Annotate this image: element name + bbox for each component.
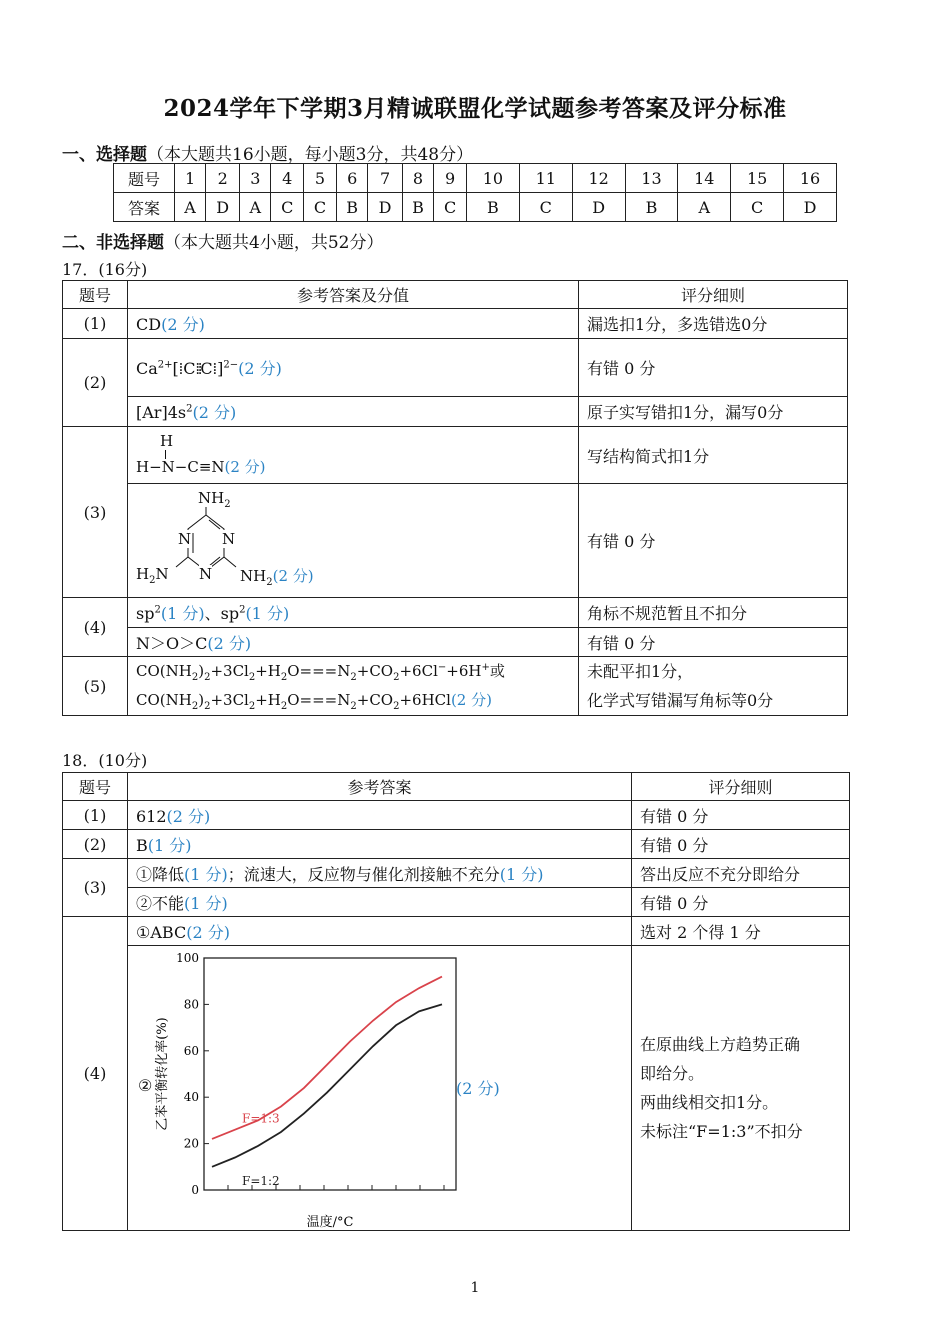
ring-n-left: N bbox=[178, 529, 192, 548]
ca-charge: 2+ bbox=[157, 359, 173, 371]
q18-r4a-ans: ①ABC(2 分) bbox=[128, 917, 632, 946]
points: (2 分) bbox=[161, 315, 205, 334]
q18-r3b-ans: ②不能(1 分) bbox=[128, 888, 632, 917]
mc-number-cell: 14 bbox=[678, 164, 731, 193]
q17-head-num: 题号 bbox=[63, 281, 128, 309]
cyanamide-structure bbox=[136, 430, 276, 476]
answer-text: [Ar]4s bbox=[136, 403, 187, 422]
mc-number-cell: 15 bbox=[731, 164, 784, 193]
part1-note: （本大题共16小题，每小题3分，共48分） bbox=[147, 145, 474, 165]
mc-answer-cell: D bbox=[206, 193, 240, 222]
q17-table bbox=[62, 280, 848, 716]
q17-r2a-ans bbox=[128, 339, 579, 397]
mc-answer-table bbox=[113, 163, 837, 222]
q17-head-rule: 评分细则 bbox=[579, 281, 848, 309]
mc-answer-cell: B bbox=[625, 193, 678, 222]
answer-text: B bbox=[136, 835, 148, 855]
mc-row1-label: 题号 bbox=[114, 164, 175, 193]
mc-number-cell: 11 bbox=[519, 164, 572, 193]
q17-heading: 17．(16分) bbox=[62, 260, 148, 279]
lone-pair-dots-icon: ⁞ bbox=[212, 359, 218, 378]
points: (1 分) bbox=[184, 864, 228, 884]
q17-r4a-ans: $sp^2(1$ 分)、$sp^2(1$ 分) bbox=[128, 598, 579, 628]
q18-heading: 18．(10分) bbox=[62, 751, 148, 770]
series-label-1: F=1:2 bbox=[242, 1173, 280, 1188]
points: (1 分) bbox=[147, 835, 192, 855]
mc-number-row bbox=[114, 164, 837, 193]
part2-label: 二、非选择题 bbox=[62, 233, 164, 253]
q17-r4b-ans bbox=[128, 628, 579, 657]
answer-text: N＞O＞C bbox=[136, 633, 208, 653]
q18-head-num: 题号 bbox=[63, 773, 128, 801]
mc-answer-cell: B bbox=[467, 193, 520, 222]
q18-head-rule: 评分细则 bbox=[632, 773, 850, 801]
top-nh2: $NH_2$ bbox=[198, 488, 231, 510]
mc-number-cell: 1 bbox=[175, 164, 206, 193]
y-tick-label: 60 bbox=[183, 1043, 199, 1058]
plot-frame bbox=[204, 958, 456, 1190]
part1-label: 一、选择题 bbox=[62, 145, 147, 165]
mc-number-cell: 13 bbox=[625, 164, 678, 193]
series-label-0: F=1:3 bbox=[242, 1111, 280, 1126]
mc-answer-cell: C bbox=[304, 193, 337, 222]
series-line-1 bbox=[212, 1004, 442, 1166]
answer-text: CD bbox=[136, 315, 162, 334]
q18-r4-num: (4) bbox=[63, 917, 128, 1231]
q17-r3a-ans bbox=[128, 427, 579, 484]
y-tick-label: 40 bbox=[183, 1090, 199, 1105]
mc-answer-row bbox=[114, 193, 837, 222]
c1-text: C bbox=[183, 359, 196, 378]
part2-heading bbox=[62, 228, 383, 253]
q17-r3a-rule: 写结构简式扣1分 bbox=[579, 427, 848, 484]
q17-r3b-rule: 有错 0 分 bbox=[579, 484, 848, 598]
bracket-right: ] bbox=[217, 359, 224, 378]
mc-number-cell: 3 bbox=[240, 164, 271, 193]
x-axis-label: 温度/°C bbox=[306, 1215, 354, 1230]
q18-head-ans: 参考答案 bbox=[128, 773, 632, 801]
q17-head-ans: 参考答案及分值 bbox=[128, 281, 579, 309]
points: (1 分) bbox=[499, 864, 544, 884]
mc-number-cell: 7 bbox=[368, 164, 402, 193]
q17-r5-rule: 未配平扣1分， 化学式写错漏写角标等0分 bbox=[579, 657, 848, 716]
q18-r1-ans bbox=[128, 801, 632, 830]
mc-answer-cell: C bbox=[731, 193, 784, 222]
q18-r2-num: (2) bbox=[63, 830, 128, 859]
q17-r1-rule: 漏选扣1分，多选错选0分 bbox=[579, 309, 848, 339]
q18-r1-rule: 有错 0 分 bbox=[632, 801, 850, 830]
y-tick-label: 100 bbox=[176, 951, 199, 965]
mc-number-cell: 6 bbox=[336, 164, 368, 193]
circle-number-2: ② bbox=[138, 1076, 153, 1095]
equation-line-2: $CO(NH_2)_2+3Cl_2+H_2O===N_2+CO_2+6HCl(2$ 分) bbox=[136, 691, 492, 712]
q18-r4a-rule: 选对 2 个得 1 分 bbox=[632, 917, 850, 946]
mc-number-cell: 10 bbox=[467, 164, 520, 193]
lone-pair-dots-icon: ⁞ bbox=[178, 359, 184, 378]
q18-r3a-rule: 答出反应不充分即给分 bbox=[632, 859, 850, 888]
page-number: 1 bbox=[470, 1280, 480, 1296]
right-nh2: $NH_2(2$ 分) bbox=[240, 566, 314, 588]
part2-note: （本大题共4小题，共52分） bbox=[164, 233, 384, 253]
mc-number-cell: 8 bbox=[402, 164, 434, 193]
points: (1 分) bbox=[160, 604, 205, 623]
amine-bond bbox=[224, 557, 236, 567]
q18-table bbox=[62, 772, 850, 1231]
q17-r4-num: (4) bbox=[63, 598, 128, 657]
mc-answer-cell: D bbox=[572, 193, 625, 222]
q17-r2-num: (2) bbox=[63, 339, 128, 427]
points: (2 分) bbox=[272, 566, 314, 585]
q17-r1-ans bbox=[128, 309, 579, 339]
q18-r3-num: (3) bbox=[63, 859, 128, 917]
superscript: 2 bbox=[186, 403, 193, 415]
q17-r3-num: (3) bbox=[63, 427, 128, 598]
q18-r4b-rule: 在原曲线上方趋势正确 即给分。 两曲线相交扣1分。 未标注“F=1:3”不扣分 bbox=[632, 946, 850, 1231]
y-tick-label: 20 bbox=[183, 1136, 199, 1151]
equation-line-1: $CO(NH_2)_2+3Cl_2+H_2O===N_2+CO_2+6Cl^-+6H^+$或 bbox=[136, 662, 505, 683]
y-tick-label: 80 bbox=[183, 997, 199, 1012]
mc-answer-cell: C bbox=[519, 193, 572, 222]
c2-text: C bbox=[200, 359, 213, 378]
points: (1 分) bbox=[245, 604, 290, 623]
points: (2 分) bbox=[186, 922, 230, 942]
y-axis-label: 乙苯平衡转化率(%) bbox=[155, 1017, 170, 1131]
bracket-left: [ bbox=[172, 359, 179, 378]
y-tick-label: 0 bbox=[191, 1183, 199, 1197]
mc-answer-cell: B bbox=[336, 193, 368, 222]
q17-r2a-rule: 有错 0 分 bbox=[579, 339, 848, 397]
mc-answer-cell: B bbox=[402, 193, 434, 222]
points: (2 分) bbox=[224, 458, 266, 476]
q18-r1-num: (1) bbox=[63, 801, 128, 830]
part1-heading bbox=[62, 140, 473, 165]
mc-number-cell: 4 bbox=[271, 164, 304, 193]
points: (2 分) bbox=[192, 403, 237, 422]
points: (1 分) bbox=[184, 893, 228, 913]
ring-n-bottom: N bbox=[199, 564, 213, 583]
q18-r3b-rule: 有错 0 分 bbox=[632, 888, 850, 917]
mc-answer-cell: D bbox=[784, 193, 837, 222]
melamine-structure bbox=[136, 487, 376, 595]
h-atom: H bbox=[160, 432, 174, 450]
points: (2 分) bbox=[207, 633, 252, 653]
triple-bond-dots-icon: ⁞⁞ bbox=[195, 359, 201, 378]
q17-r5-ans bbox=[128, 657, 579, 716]
mc-answer-cell: A bbox=[240, 193, 271, 222]
left-h2n: $H_2N$ bbox=[136, 564, 169, 586]
answer-text: 612 bbox=[136, 806, 167, 826]
points: (2 分) bbox=[450, 691, 492, 709]
mc-number-cell: 9 bbox=[434, 164, 467, 193]
amine-bond bbox=[176, 557, 188, 567]
mc-answer-cell: A bbox=[678, 193, 731, 222]
mc-number-cell: 5 bbox=[304, 164, 337, 193]
mc-answer-cell: C bbox=[271, 193, 304, 222]
mc-answer-cell: C bbox=[434, 193, 467, 222]
mc-number-cell: 12 bbox=[572, 164, 625, 193]
ring-n-right: N bbox=[222, 529, 236, 548]
mc-number-cell: 16 bbox=[784, 164, 837, 193]
anion-charge: 2− bbox=[223, 359, 239, 371]
q17-r5-num: (5) bbox=[63, 657, 128, 716]
q17-r3b-ans bbox=[128, 484, 579, 598]
q18-r3a-ans: ①降低(1 分)；流速大，反应物与催化剂接触不充分(1 分) bbox=[128, 859, 632, 888]
points: (2 分) bbox=[456, 1079, 500, 1098]
page-title: 2024学年下学期3月精诚联盟化学试题参考答案及评分标准 bbox=[163, 95, 787, 122]
q17-r2b-ans bbox=[128, 397, 579, 427]
q18-r2-ans bbox=[128, 830, 632, 859]
q18-r4b-ans bbox=[128, 946, 632, 1231]
ca-text: Ca bbox=[136, 359, 158, 378]
q17-r4a-rule: 角标不规范暂且不扣分 bbox=[579, 598, 848, 628]
chain-formula bbox=[136, 456, 266, 477]
q18-r2-rule: 有错 0 分 bbox=[632, 830, 850, 859]
points: (2 分) bbox=[238, 359, 282, 378]
chain-text: H−N−C≡N bbox=[136, 458, 225, 476]
q17-r1-num: (1) bbox=[63, 309, 128, 339]
mc-answer-cell: A bbox=[175, 193, 206, 222]
mc-answer-cell: D bbox=[368, 193, 402, 222]
q17-r2b-rule: 原子实写错扣1分，漏写0分 bbox=[579, 397, 848, 427]
points: (2 分) bbox=[166, 806, 211, 826]
q17-r4b-rule: 有错 0 分 bbox=[579, 628, 848, 657]
mc-row2-label: 答案 bbox=[114, 193, 175, 222]
mc-number-cell: 2 bbox=[206, 164, 240, 193]
